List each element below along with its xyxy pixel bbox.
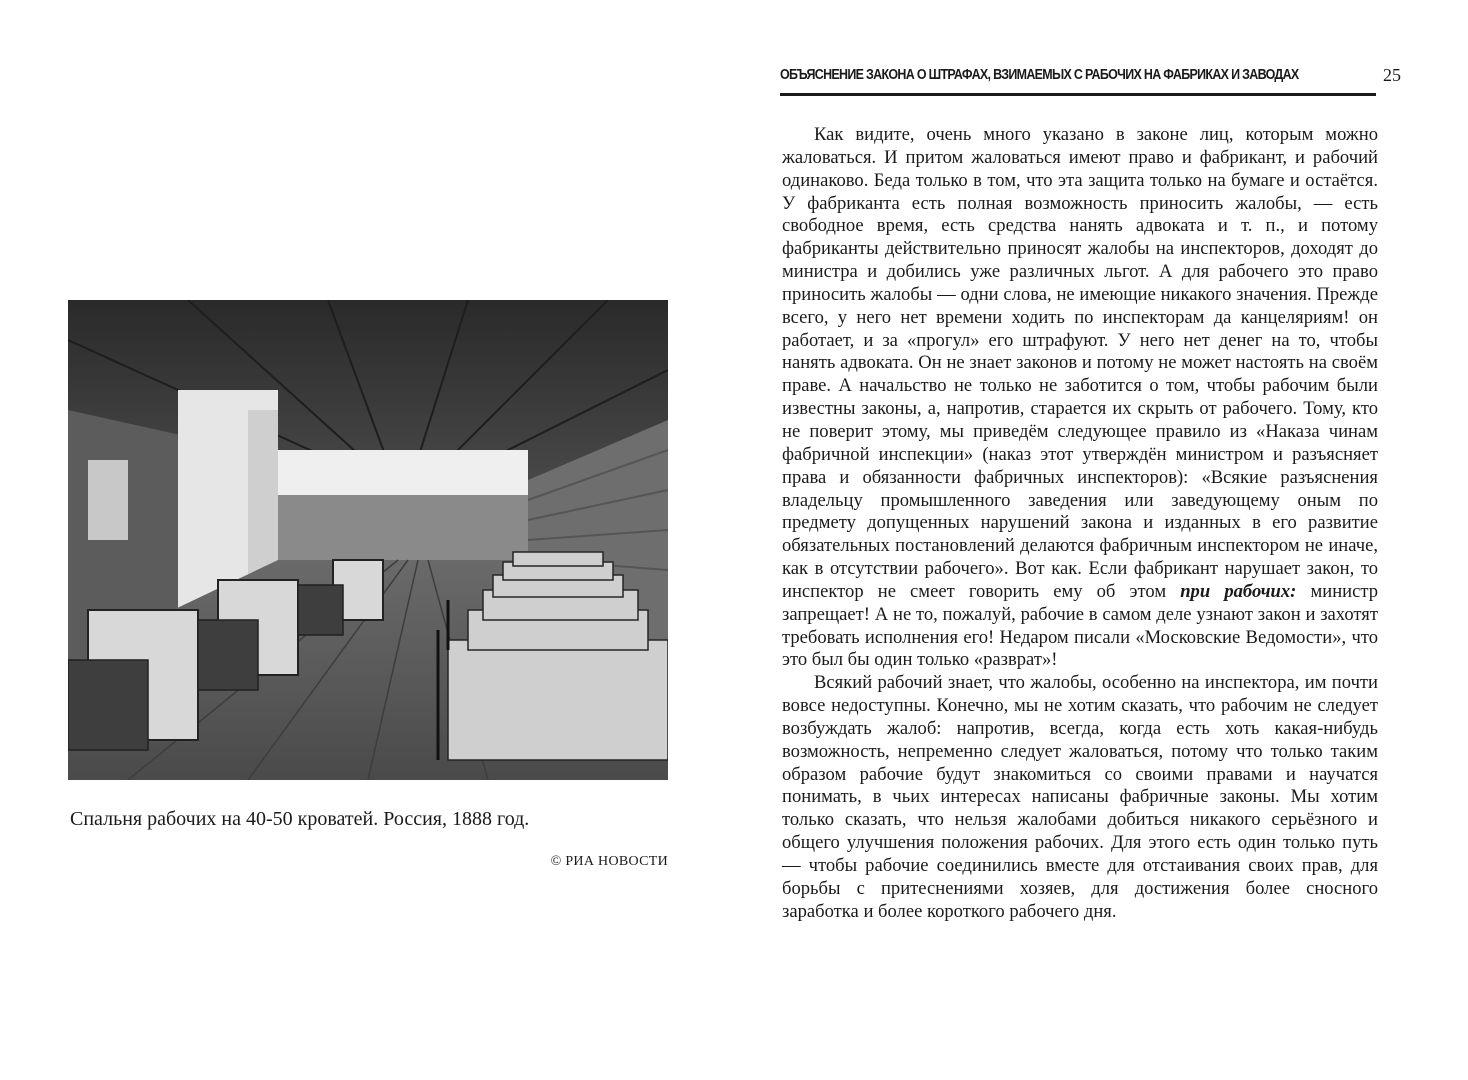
body-text [782,124,1378,924]
dormitory-photo [68,300,668,780]
running-head-title: ОБЪЯСНЕНИЕ ЗАКОНА О ШТРАФАХ, ВЗИМАЕМЫХ С РАБОЧИХ НА ФАБРИКАХ И ЗАВОДАХ [780,67,1299,83]
running-head [780,64,1401,86]
emphasis: при рабочих: [1180,580,1297,602]
paragraph-2: Всякий рабочий знает, что жалобы, особенно на инспектора, им почти вовсе недоступны. Конечно, мы не хотим сказать, что рабочим не следует возбуждать жалоб: напротив, всегда, когда есть хоть какая-нибудь возможность, непременно следует жаловаться, потому что только таким образом рабочие будут знакомиться со своими правами и научатся понимать, в чьих интересах написаны фабричные законы. Мы хотим только сказать, что нельзя жалобами добиться никакого серьёзного и общего улучшения положения рабочих. Для этого есть один только путь — чтобы рабочие соединились вместе для отстаивания своих прав, для борьбы с притеснениями хозяев, для достижения более сносного заработка и более короткого рабочего дня. [782,672,1378,922]
paragraph-1: Как видите, очень много указано в законе лиц, которым можно жаловаться. И притом жаловаться имеют право и фабрикант, и рабочий одинаково. Беда только в том, что эта защита только на бумаге и остаётся. У фабриканта есть полная возможность приносить жалобы, — есть свободное время, есть средства нанять адвоката и т. п., и потому фабриканты действительно приносят жалобы на инспекторов, доходят до министра и добились уже различных льгот. А для рабочего это право приносить жалобы — одни слова, не имеющие никакого значения. Прежде всего, у него нет времени ходить по инспекторам да канцеляриям! он работает, и за «прогул» его штрафуют. У него нет денег на то, чтобы нанять адвоката. Он не знает законов и потому не может настоять на своём праве. А начальство не только не заботится о том, чтобы рабочим были известны законы, а, напротив, старается их скрыть от рабочего. Тому, кто не поверит этому, мы приведём следующее правило из «Наказа чинам фабричной инспекции» (наказ этот утверждён министром и разъясняет права и обязанности фабричных инспекторов): «Всякие разъяснения владельцу промышленного заведения или заведующему оным по предмету допущенных нарушений закона и изданных в его развитие обязательных постановлений делаются фабричным инспектором не иначе, как в отсутствии рабочего». Вот как. Если фабрикант нарушает закон, то инспектор не смеет говорить ему об этом при рабочих: министр запрещает! А не то, пожалуй, рабочие в самом деле узнают закон и захотят требовать исполнения его! Недаром писали «Московские Ведомости», что это был бы один только «разврат»! [782,124,1378,671]
page-number: 25 [1382,65,1401,85]
header-rule [780,93,1376,96]
photo-caption: Спальня рабочих на 40-50 кроватей. Россия, 1888 год. [70,808,530,830]
photo-credit: © РИА НОВОСТИ [550,854,668,869]
